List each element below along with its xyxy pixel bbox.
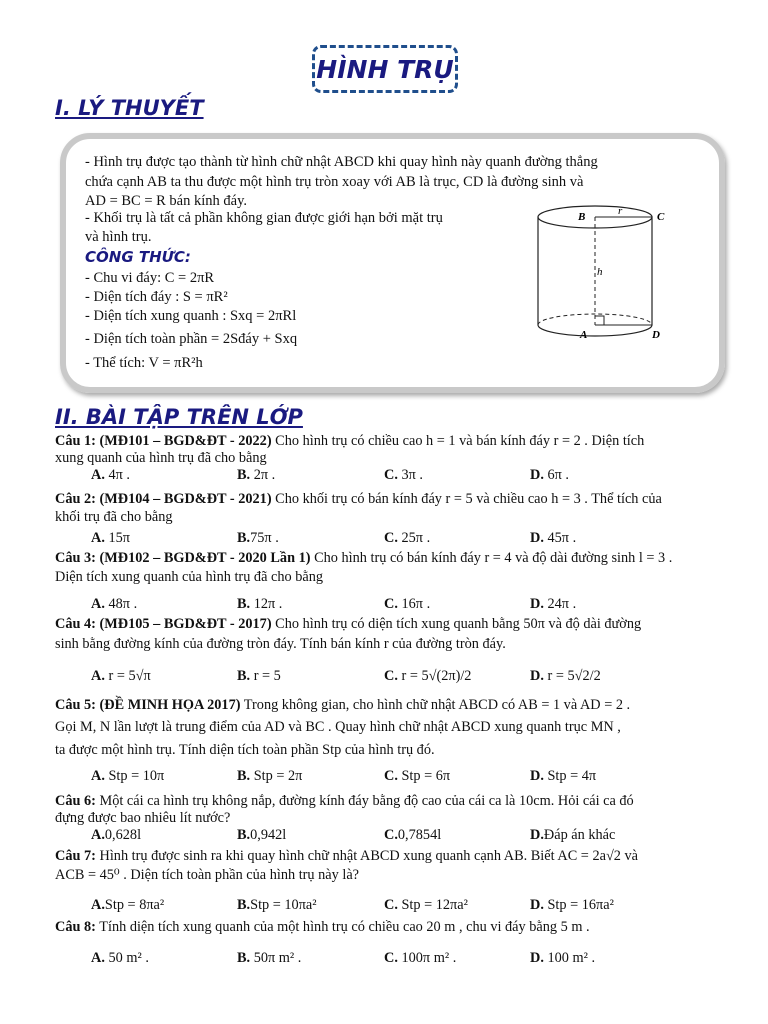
formula-title: CÔNG THỨC: (85, 248, 191, 266)
answer-option[interactable]: C. 100π m² . (384, 950, 457, 966)
question-2-line-1: Câu 2: (MĐ104 – BGD&ĐT - 2021) Cho khối trụ có bán kính đáy r = 5 và chiều cao h = 3 . Thể tích của (55, 491, 662, 507)
answer-option[interactable]: C. Stp = 6π (384, 768, 451, 784)
question-5-line-1: Câu 5: (ĐỀ MINH HỌA 2017) Trong không gian, cho hình chữ nhật ABCD có AB = 1 và AD = 2 . (55, 697, 631, 713)
answer-option[interactable]: A. r = 5√π (91, 668, 151, 684)
theory-line: - Khối trụ là tất cả phần không gian được giới hạn bởi mặt trụ (85, 210, 443, 226)
theory-line: và hình trụ. (85, 229, 152, 245)
question-3-line-2: Diện tích xung quanh của hình trụ đã cho bằng (55, 569, 323, 585)
question-source: (MĐ101 – BGD&ĐT - 2022) (99, 433, 272, 449)
answer-option[interactable]: A. 50 m² . (91, 950, 149, 966)
page-title: HÌNH TRỤ (316, 54, 454, 84)
question-1-line-2: xung quanh của hình trụ đã cho bằng (55, 450, 267, 466)
figure-label-B: B (578, 211, 586, 223)
answer-option[interactable]: C. 25π . (384, 530, 431, 546)
answer-option[interactable]: A.0,628l (91, 827, 142, 843)
answer-option[interactable]: D. 45π . (530, 530, 577, 546)
cylinder-figure (525, 200, 690, 350)
question-8-line-1: Câu 8: Tính diện tích xung quanh của một hình trụ có chiều cao 20 m , chu vi đáy bằng 5 m . (55, 919, 590, 935)
answer-option[interactable]: A. 4π . (91, 467, 130, 483)
question-4-line-1: Câu 4: (MĐ105 – BGD&ĐT - 2017) Cho hình trụ có diện tích xung quanh bằng 50π và độ dài đường (55, 616, 642, 632)
answer-option[interactable]: D. 100 m² . (530, 950, 596, 966)
theory-line: AD = BC = R bán kính đáy. (85, 193, 248, 209)
theory-line: - Hình trụ được tạo thành từ hình chữ nhật ABCD khi quay hình này quanh đường thẳng (85, 154, 598, 170)
formula-line: - Chu vi đáy: C = 2πR (85, 270, 215, 286)
formula-line: - Diện tích toàn phần = 2Sđáy + Sxq (85, 331, 298, 347)
answer-option[interactable]: C.0,7854l (384, 827, 442, 843)
answer-option[interactable]: D. 24π . (530, 596, 577, 612)
answer-option[interactable]: D. 6π . (530, 467, 569, 483)
answer-option[interactable]: B. 2π . (237, 467, 276, 483)
question-label: Câu 1: (55, 433, 96, 449)
theory-line: chứa cạnh AB ta thu được một hình trụ tròn xoay với AB là trục, CD là đường sinh và (85, 174, 584, 190)
question-6-line-2: đựng được bao nhiêu lít nước? (55, 810, 231, 826)
answer-option[interactable]: D. Stp = 16πa² (530, 897, 614, 913)
answer-option[interactable]: B. Stp = 2π (237, 768, 303, 784)
answer-option[interactable]: D.Đáp án khác (530, 827, 616, 843)
question-2-line-2: khối trụ đã cho bằng (55, 509, 173, 525)
formula-line: - Thể tích: V = πR²h (85, 355, 203, 371)
question-5-line-3: ta được một hình trụ. Tính diện tích toàn phần Stp của hình trụ đó. (55, 742, 435, 758)
question-3-line-1: Câu 3: (MĐ102 – BGD&ĐT - 2020 Lần 1) Cho hình trụ có bán kính đáy r = 4 và độ dài đường sinh l = 3 . (55, 550, 673, 566)
answer-option[interactable]: C. 3π . (384, 467, 423, 483)
answer-option[interactable]: A. 15π (91, 530, 130, 546)
question-text: Cho hình trụ có chiều cao h = 1 và bán kính đáy r = 2 . Diện tích (271, 433, 645, 449)
answer-option[interactable]: B. 50π m² . (237, 950, 302, 966)
answer-option[interactable]: D. r = 5√2/2 (530, 668, 601, 684)
figure-label-h: h (597, 266, 603, 278)
answer-option[interactable]: B. r = 5 (237, 668, 281, 684)
section-theory-heading: I. LÝ THUYẾT (55, 96, 204, 120)
figure-label-D: D (652, 329, 660, 341)
figure-label-C: C (657, 211, 665, 223)
answer-option[interactable]: A. Stp = 10π (91, 768, 165, 784)
answer-option[interactable]: B.75π . (237, 530, 279, 546)
section-exercises-heading: II. BÀI TẬP TRÊN LỚP (55, 405, 303, 429)
question-1-line-1 (55, 433, 644, 450)
question-4-line-2: sinh bằng đường kính của đường tròn đáy. Tính bán kính r của đường tròn đáy. (55, 636, 506, 652)
answer-option[interactable]: A.Stp = 8πa² (91, 897, 165, 913)
figure-label-A: A (580, 329, 588, 341)
answer-option[interactable]: A. 48π . (91, 596, 138, 612)
question-6-line-1: Câu 6: Một cái ca hình trụ không nắp, đường kính đáy bằng độ cao của cái ca là 10cm. Hỏi cái ca đó (55, 793, 634, 809)
answer-option[interactable]: C. Stp = 12πa² (384, 897, 468, 913)
figure-label-r: r (618, 205, 623, 217)
question-5-line-2: Gọi M, N lần lượt là trung điểm của AD và BC . Quay hình chữ nhật ABCD xung quanh trục MN , (55, 719, 621, 735)
formula-line: - Diện tích xung quanh : Sxq = 2πRl (85, 308, 297, 324)
answer-option[interactable]: C. r = 5√(2π)/2 (384, 668, 472, 684)
formula-line: - Diện tích đáy : S = πR² (85, 289, 228, 305)
answer-option[interactable]: D. Stp = 4π (530, 768, 597, 784)
answer-option[interactable]: B.0,942l (237, 827, 287, 843)
question-7-line-2: ACB = 45⁰ . Diện tích toàn phần của hình trụ này là? (55, 867, 360, 883)
answer-option[interactable]: C. 16π . (384, 596, 431, 612)
answer-option[interactable]: B. 12π . (237, 596, 283, 612)
title-box (312, 45, 458, 93)
question-7-line-1: Câu 7: Hình trụ được sinh ra khi quay hình chữ nhật ABCD xung quanh cạnh AB. Biết AC = 2a√2 và (55, 848, 639, 864)
answer-option[interactable]: B.Stp = 10πa² (237, 897, 317, 913)
